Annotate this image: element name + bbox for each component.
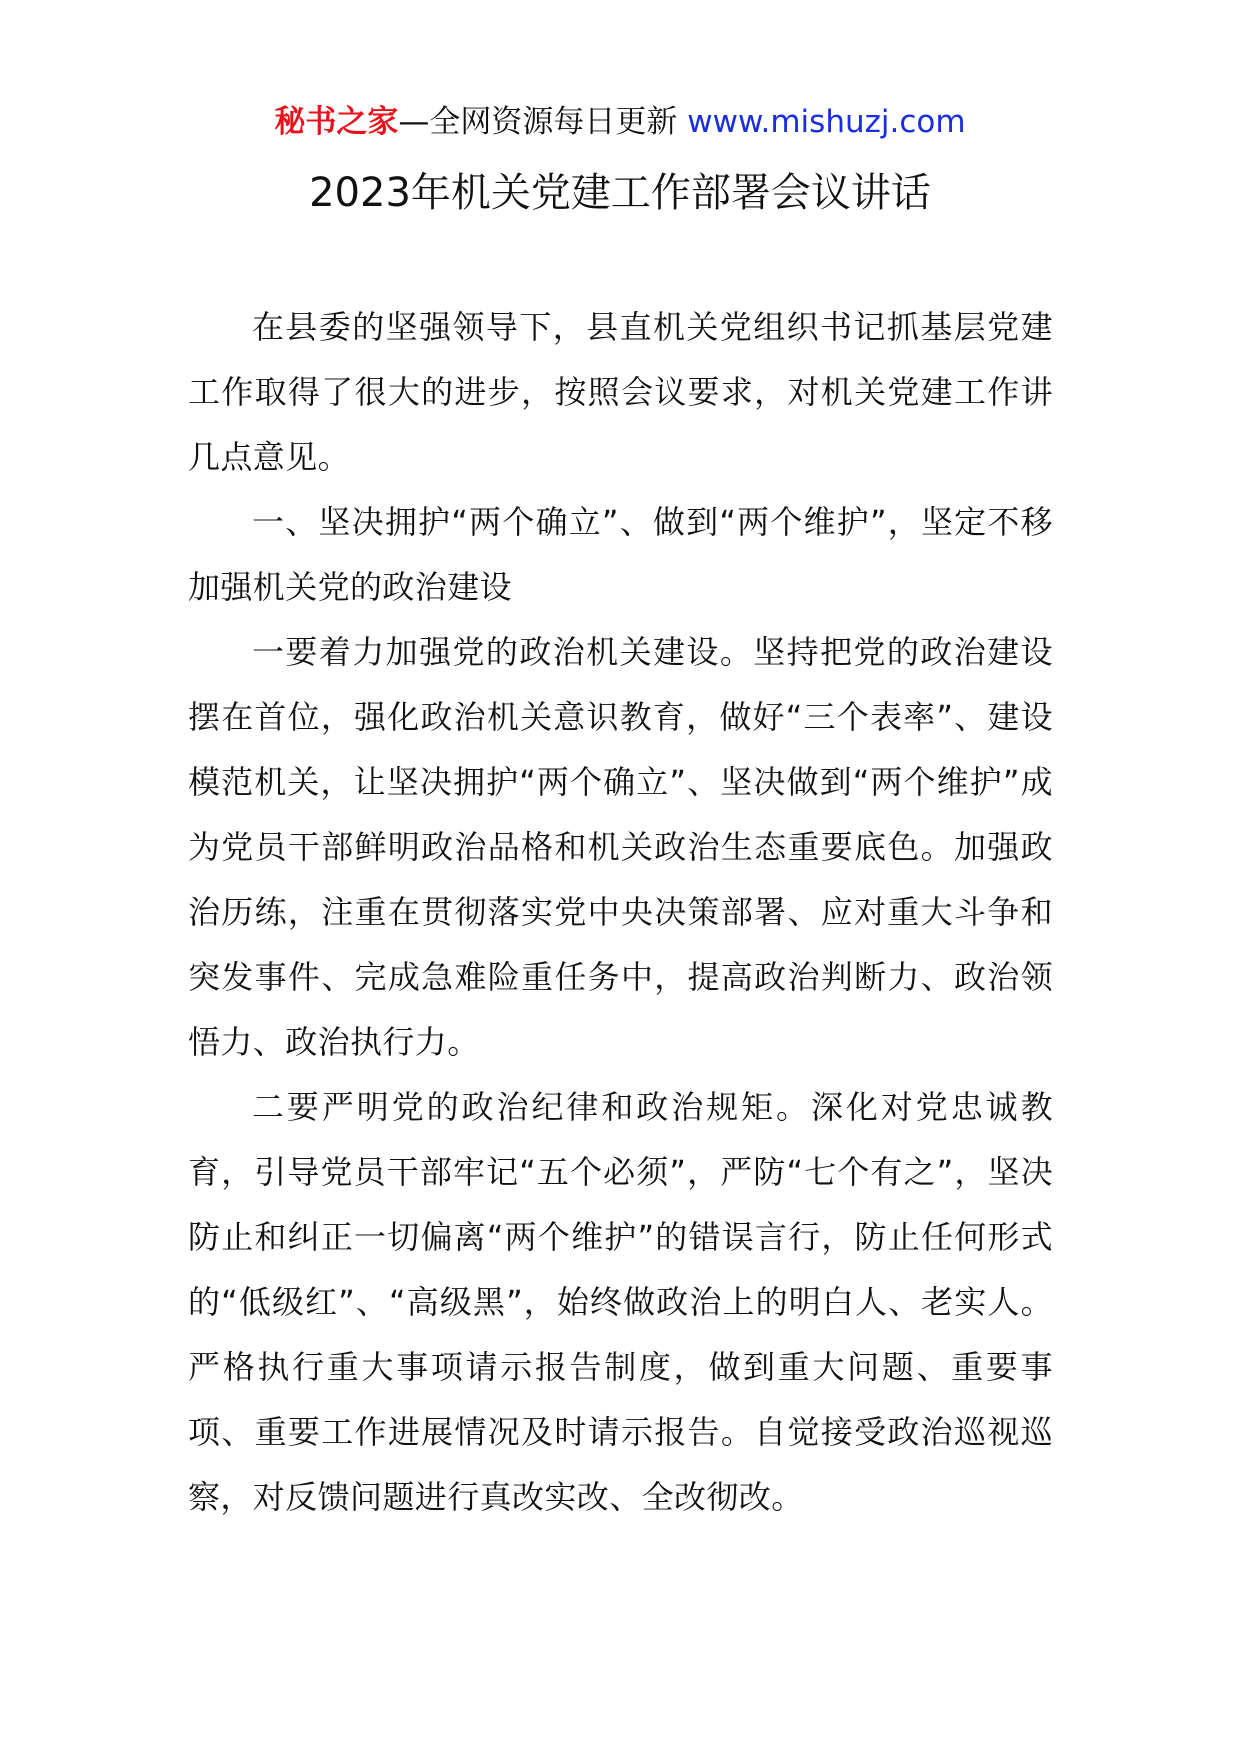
brand-name: 秘书之家 xyxy=(274,104,399,140)
body-paragraph-2: 二要严明党的政治纪律和政治规矩。深化对党忠诚教育，引导党员干部牢记“五个必须”，严防“七个有之”，坚决防止和纠正一切偏离“两个维护”的错误言行，防止任何形式的“低级红”、“高级黑”，始终做政治上的明白人、老实人。严格执行重大事项请示报告制度，做到重大问题、重要事项、重要工作进展情况及时请示报告。自觉接受政治巡视巡察，对反馈问题进行真改实改、全改彻改。 xyxy=(188,1088,1053,1516)
document-body xyxy=(188,295,1053,1530)
document-title: 2023年机关党建工作部署会议讲话 xyxy=(309,170,931,216)
section-heading-1: 一、坚决拥护“两个确立”、做到“两个维护”，坚定不移加强机关党的政治建设 xyxy=(188,503,1053,606)
website-link[interactable]: www.mishuzj.com xyxy=(687,104,966,140)
intro-paragraph: 在县委的坚强领导下，县直机关党组织书记抓基层党建工作取得了很大的进步，按照会议要求，对机关党建工作讲几点意见。 xyxy=(188,308,1053,476)
site-banner xyxy=(0,98,1240,146)
body-paragraph-1: 一要着力加强党的政治机关建设。坚持把党的政治建设摆在首位，强化政治机关意识教育，做好“三个表率”、建设模范机关，让坚决拥护“两个确立”、坚决做到“两个维护”成为党员干部鲜明政治品格和机关政治生态重要底色。加强政治历练，注重在贯彻落实党中央决策部署、应对重大斗争和突发事件、完成急难险重任务中，提高政治判断力、政治领悟力、政治执行力。 xyxy=(188,633,1053,1061)
banner-slogan: —全网资源每日更新 xyxy=(398,104,678,140)
